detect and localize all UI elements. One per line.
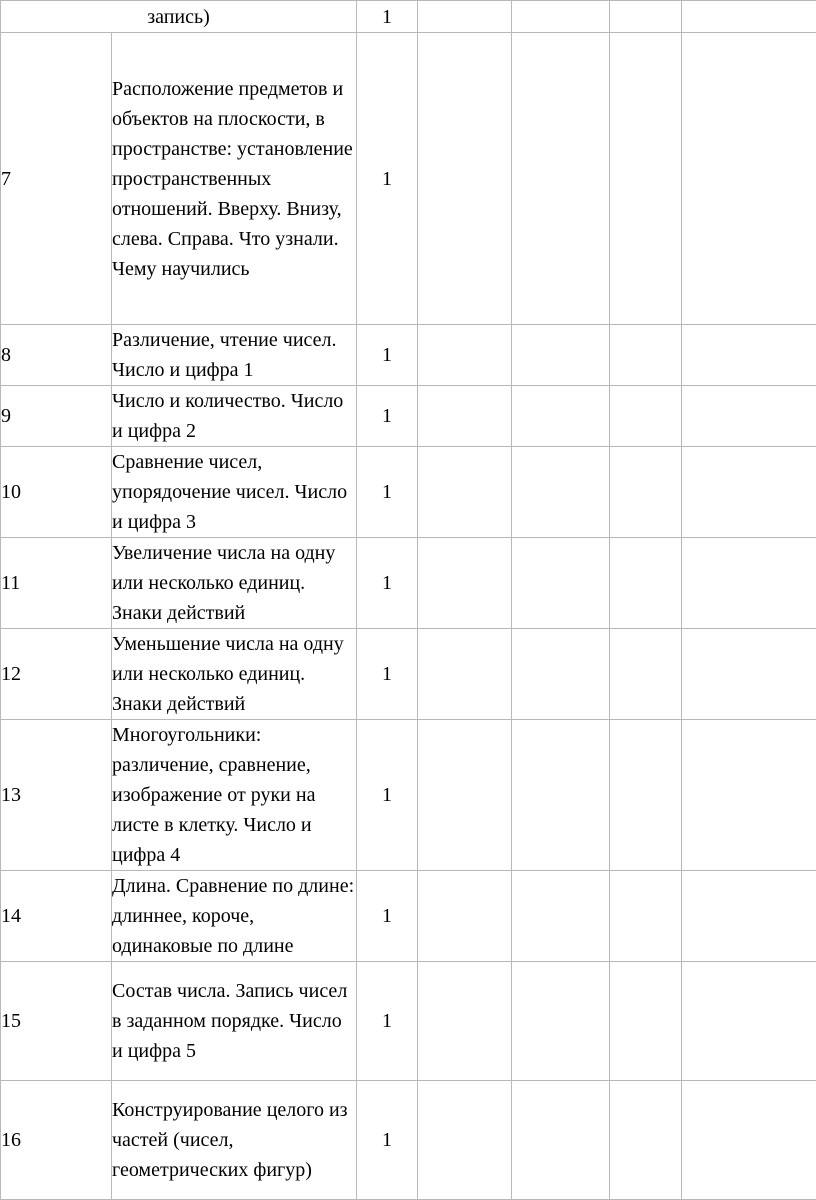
empty-cell xyxy=(512,325,610,386)
row-number: 14 xyxy=(1,871,112,962)
row-number: 8 xyxy=(1,325,112,386)
lesson-topic: Различение, чтение чисел. Число и цифра 1 xyxy=(112,325,357,386)
empty-cell xyxy=(512,720,610,871)
empty-cell xyxy=(610,325,682,386)
empty-cell xyxy=(418,962,512,1081)
empty-cell xyxy=(512,1081,610,1200)
table-row-continued xyxy=(1,1,816,33)
table-row xyxy=(1,386,816,447)
empty-cell xyxy=(610,447,682,538)
empty-cell xyxy=(682,325,816,386)
empty-cell xyxy=(610,720,682,871)
empty-cell xyxy=(610,538,682,629)
row-number: 7 xyxy=(1,33,112,325)
hours-cell: 1 xyxy=(357,1,418,33)
empty-cell xyxy=(610,871,682,962)
lesson-topic: Состав числа. Запись чисел в заданном порядке. Число и цифра 5 xyxy=(112,962,357,1081)
table-row xyxy=(1,1081,816,1200)
empty-cell xyxy=(512,33,610,325)
empty-cell xyxy=(512,386,610,447)
lesson-topic: Увеличение числа на одну или несколько единиц. Знаки действий xyxy=(112,538,357,629)
hours-cell: 1 xyxy=(357,325,418,386)
empty-cell xyxy=(512,871,610,962)
empty-cell xyxy=(682,447,816,538)
empty-cell xyxy=(418,325,512,386)
hours-cell: 1 xyxy=(357,629,418,720)
hours-cell: 1 xyxy=(357,871,418,962)
empty-cell xyxy=(418,1,512,33)
empty-cell xyxy=(512,1,610,33)
lesson-topic: Число и количество. Число и цифра 2 xyxy=(112,386,357,447)
lesson-topic: Длина. Сравнение по длине: длиннее, короче, одинаковые по длине xyxy=(112,871,357,962)
lesson-topic: Уменьшение числа на одну или несколько единиц. Знаки действий xyxy=(112,629,357,720)
row-number: 10 xyxy=(1,447,112,538)
row-number: 13 xyxy=(1,720,112,871)
lesson-topic: Многоугольники: различение, сравнение, изображение от руки на листе в клетку. Число и цифра 4 xyxy=(112,720,357,871)
row-number: 9 xyxy=(1,386,112,447)
empty-cell xyxy=(610,629,682,720)
row-number: 16 xyxy=(1,1081,112,1200)
empty-cell xyxy=(418,386,512,447)
empty-cell xyxy=(418,629,512,720)
row-number: 12 xyxy=(1,629,112,720)
empty-cell xyxy=(418,33,512,325)
table-row xyxy=(1,33,816,325)
empty-cell xyxy=(512,447,610,538)
table-row xyxy=(1,447,816,538)
table-body xyxy=(1,1,816,1200)
empty-cell xyxy=(682,33,816,325)
empty-cell xyxy=(512,962,610,1081)
empty-cell xyxy=(512,538,610,629)
empty-cell xyxy=(418,720,512,871)
empty-cell xyxy=(682,1,816,33)
empty-cell xyxy=(682,720,816,871)
empty-cell xyxy=(610,386,682,447)
hours-cell: 1 xyxy=(357,538,418,629)
hours-cell: 1 xyxy=(357,386,418,447)
lesson-topic: Расположение предметов и объектов на плоскости, в пространстве: установление пространственных отношений. Вверху. Внизу, слева. Справа. Что узнали. Чему научились xyxy=(112,33,357,325)
empty-cell xyxy=(682,629,816,720)
empty-cell xyxy=(682,1081,816,1200)
empty-cell xyxy=(682,962,816,1081)
table-row xyxy=(1,871,816,962)
empty-cell xyxy=(682,538,816,629)
table-row xyxy=(1,629,816,720)
hours-cell: 1 xyxy=(357,447,418,538)
empty-cell xyxy=(418,447,512,538)
table-row xyxy=(1,325,816,386)
empty-cell xyxy=(512,629,610,720)
hours-cell: 1 xyxy=(357,33,418,325)
hours-cell: 1 xyxy=(357,962,418,1081)
empty-cell xyxy=(610,33,682,325)
empty-cell xyxy=(610,1081,682,1200)
hours-cell: 1 xyxy=(357,720,418,871)
empty-cell xyxy=(610,962,682,1081)
lesson-topic: Сравнение чисел, упорядочение чисел. Число и цифра 3 xyxy=(112,447,357,538)
continued-cell: запись) xyxy=(1,1,357,33)
empty-cell xyxy=(418,871,512,962)
empty-cell xyxy=(610,1,682,33)
table-row xyxy=(1,720,816,871)
table-row xyxy=(1,962,816,1081)
table-row xyxy=(1,538,816,629)
empty-cell xyxy=(682,386,816,447)
empty-cell xyxy=(418,538,512,629)
empty-cell xyxy=(682,871,816,962)
hours-cell: 1 xyxy=(357,1081,418,1200)
lesson-topic: Конструирование целого из частей (чисел, геометрических фигур) xyxy=(112,1081,357,1200)
row-number: 11 xyxy=(1,538,112,629)
empty-cell xyxy=(418,1081,512,1200)
row-number: 15 xyxy=(1,962,112,1081)
